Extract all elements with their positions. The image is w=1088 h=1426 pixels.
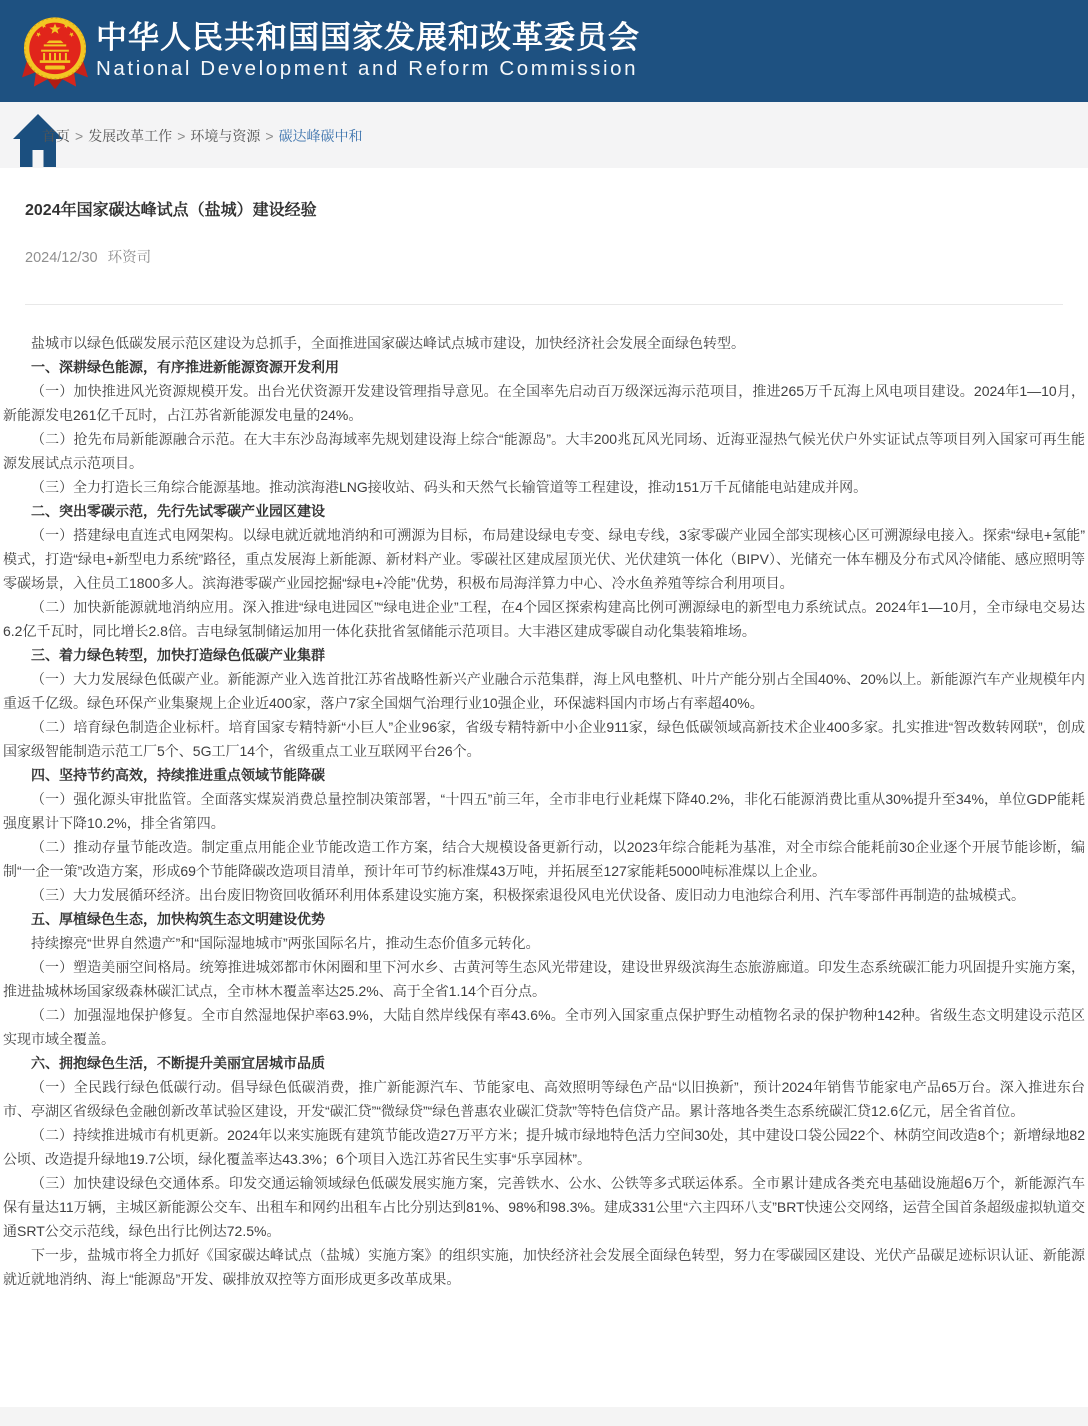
article-paragraph: 下一步，盐城市将全力抓好《国家碳达峰试点（盐城）实施方案》的组织实施，加快经济社会发展全面绿色转型，努力在零碳园区建设、光伏产品碳足迹标识认证、新能源就近就地消纳、海上“能源岛”开发、碳排放双控等方面形成更多改革成果。 <box>3 1247 1085 1287</box>
national-emblem-icon <box>22 14 88 92</box>
article-paragraph: （二）加快新能源就地消纳应用。深入推进“绿电进园区”“绿电进企业”工程，在4个园区探索构建高比例可溯源绿电的新型电力系统试点。2024年1—10月，全市绿电交易达6.2亿千瓦时，同比增长2.8倍。吉电绿氢制储运加用一体化获批省氢储能示范项目。大丰港区建成零碳自动化集装箱堆场。 <box>3 599 1085 639</box>
article-department: 环资司 <box>107 250 152 266</box>
site-title-block <box>96 20 640 82</box>
article-paragraph: （一）加快推进风光资源规模开发。出台光伏资源开发建设管理指导意见。在全国率先启动百万级深远海示范项目，推进265万千瓦海上风电项目建设。2024年1—10月，新能源发电261亿千瓦时，占江苏省新能源发电量的24%。 <box>3 383 1085 423</box>
article-paragraph: （三）加快建设绿色交通体系。印发交通运输领域绿色低碳发展实施方案，完善铁水、公水、公铁等多式联运体系。全市累计建成各类充电基础设施超6万个，新能源汽车保有量达11万辆，主城区新能源公交车、出租车和网约出租车占比分别达到81%、98%和98.3%。建成331公里“六主四环八支”BRT快速公交网络，运营全国首条超级虚拟轨道交通SRT公交示范线，绿色出行比例达72.5%。 <box>3 1175 1085 1239</box>
breadcrumb-item-1[interactable]: 首页 <box>42 128 70 144</box>
breadcrumb-bar <box>0 102 1088 168</box>
breadcrumb <box>42 126 363 146</box>
article-paragraph: 盐城市以绿色低碳发展示范区建设为总抓手，全面推进国家碳达峰试点城市建设，加快经济社会发展全面绿色转型。 <box>31 335 745 351</box>
article-paragraph: （三）全力打造长三角综合能源基地。推动滨海港LNG接收站、码头和天然气长输管道等工程建设，推动151万千瓦储能电站建成并网。 <box>31 479 868 495</box>
article-paragraph: （二）持续推进城市有机更新。2024年以来实施既有建筑节能改造27万平方米；提升城市绿地特色活力空间30处，其中建设口袋公园22个、林荫空间改造8个；新增绿地82公顷、改造提升绿地19.7公顷，绿化覆盖率达43.3%；6个项目入选江苏省民生实事“乐享园林”。 <box>3 1127 1085 1167</box>
article-paragraph: （三）大力发展循环经济。出台废旧物资回收循环利用体系建设实施方案，积极探索退役风电光伏设备、废旧动力电池综合利用、汽车零部件再制造的盐城模式。 <box>31 887 1025 903</box>
article-paragraph: （一）搭建绿电直连式电网架构。以绿电就近就地消纳和可溯源为目标，布局建设绿电专变、绿电专线，3家零碳产业园全部实现核心区可溯源绿电接入。探索“绿电+氢能”模式，打造“绿电+新型电力系统”路径，重点发展海上新能源、新材料产业。零碳社区建成屋顶光伏、光伏建筑一体化（BIPV）、光储充一体车棚及分布式风冷储能、感应照明等零碳场景，入住员工1800多人。滨海港零碳产业园挖掘“绿电+冷能”优势，积极布局海洋算力中心、冷水鱼养殖等综合利用项目。 <box>3 527 1085 591</box>
section-heading: 五、厚植绿色生态，加快构筑生态文明建设优势 <box>31 911 325 927</box>
breadcrumb-item-4[interactable]: 碳达峰碳中和 <box>278 128 363 144</box>
breadcrumb-item-3[interactable]: 环境与资源 <box>190 128 261 144</box>
section-heading: 六、拥抱绿色生活，不断提升美丽宜居城市品质 <box>31 1055 325 1071</box>
section-heading: 二、突出零碳示范，先行先试零碳产业园区建设 <box>31 503 325 519</box>
article-meta <box>25 248 1063 268</box>
article-paragraph: （一）强化源头审批监管。全面落实煤炭消费总量控制决策部署，“十四五”前三年，全市非电行业耗煤下降40.2%，非化石能源消费比重从30%提升至34%，单位GDP能耗强度累计下降10.2%，排全省第四。 <box>3 791 1085 831</box>
site-title-english: National Development and Reform Commission <box>96 57 639 80</box>
footer-strip <box>0 1407 1088 1426</box>
article-divider <box>25 304 1063 305</box>
breadcrumb-separator: > <box>75 128 84 144</box>
breadcrumb-separator: > <box>265 128 274 144</box>
article-paragraph: （二）培育绿色制造企业标杆。培育国家专精特新“小巨人”企业96家，省级专精特新中小企业911家，绿色低碳领域高新技术企业400多家。扎实推进“智改数转网联”，创成国家级智能制造示范工厂5个、5G工厂14个，省级重点工业互联网平台26个。 <box>3 719 1085 759</box>
site-title-chinese: 中华人民共和国国家发展和改革委员会 <box>96 20 640 55</box>
article-paragraph: （二）加强湿地保护修复。全市自然湿地保护率63.9%，大陆自然岸线保有率43.6%。全市列入国家重点保护野生动植物名录的保护物种142种。省级生态文明建设示范区实现市域全覆盖。 <box>3 1007 1085 1047</box>
article-paragraph: （二）推动存量节能改造。制定重点用能企业节能改造工作方案，结合大规模设备更新行动，以2023年综合能耗为基准，对全市综合能耗前30企业逐个开展节能诊断，编制“一企一策”改造方案，形成69个节能降碳改造项目清单，预计年可节约标准煤43万吨，并拓展至127家能耗5000吨标准煤以上企业。 <box>3 839 1085 879</box>
breadcrumb-separator: > <box>177 128 186 144</box>
site-header <box>0 0 1088 102</box>
section-heading: 四、坚持节约高效，持续推进重点领域节能降碳 <box>31 767 325 783</box>
article-paragraph: （一）大力发展绿色低碳产业。新能源产业入选首批江苏省战略性新兴产业融合示范集群，海上风电整机、叶片产能分别占全国40%、20%以上。新能源汽车产业规模年内重返千亿级。绿色环保产业集聚规上企业近400家，落户7家全国烟气治理行业10强企业，环保滤料国内市场占有率超40%。 <box>3 671 1085 711</box>
breadcrumb-item-2[interactable]: 发展改革工作 <box>88 128 173 144</box>
article <box>0 168 1088 1407</box>
article-date: 2024/12/30 <box>25 250 98 266</box>
article-body <box>0 331 1088 1291</box>
article-paragraph: 持续擦亮“世界自然遗产”和“国际湿地城市”两张国际名片，推动生态价值多元转化。 <box>31 935 540 951</box>
section-heading: 三、着力绿色转型，加快打造绿色低碳产业集群 <box>31 647 325 663</box>
article-title: 2024年国家碳达峰试点（盐城）建设经验 <box>25 202 317 219</box>
article-paragraph: （一）塑造美丽空间格局。统筹推进城郊都市休闲圈和里下河水乡、古黄河等生态风光带建设，建设世界级滨海生态旅游廊道。印发生态系统碳汇能力巩固提升实施方案，推进盐城林场国家级森林碳汇试点，全市林木覆盖率达25.2%、高于全省1.14个百分点。 <box>3 959 1085 999</box>
section-heading: 一、深耕绿色能源，有序推进新能源资源开发利用 <box>31 359 339 375</box>
article-paragraph: （二）抢先布局新能源融合示范。在大丰东沙岛海域率先规划建设海上综合“能源岛”。大丰200兆瓦风光同场、近海亚湿热气候光伏户外实证试点等项目列入国家可再生能源发展试点示范项目。 <box>3 431 1085 471</box>
article-paragraph: （一）全民践行绿色低碳行动。倡导绿色低碳消费，推广新能源汽车、节能家电、高效照明等绿色产品“以旧换新”，预计2024年销售节能家电产品65万台。深入推进东台市、亭湖区省级绿色金融创新改革试验区建设，开发“碳汇贷”“微绿贷”“绿色普惠农业碳汇贷款”等特色信贷产品。累计落地各类生态系统碳汇贷12.6亿元，居全省首位。 <box>3 1079 1085 1119</box>
